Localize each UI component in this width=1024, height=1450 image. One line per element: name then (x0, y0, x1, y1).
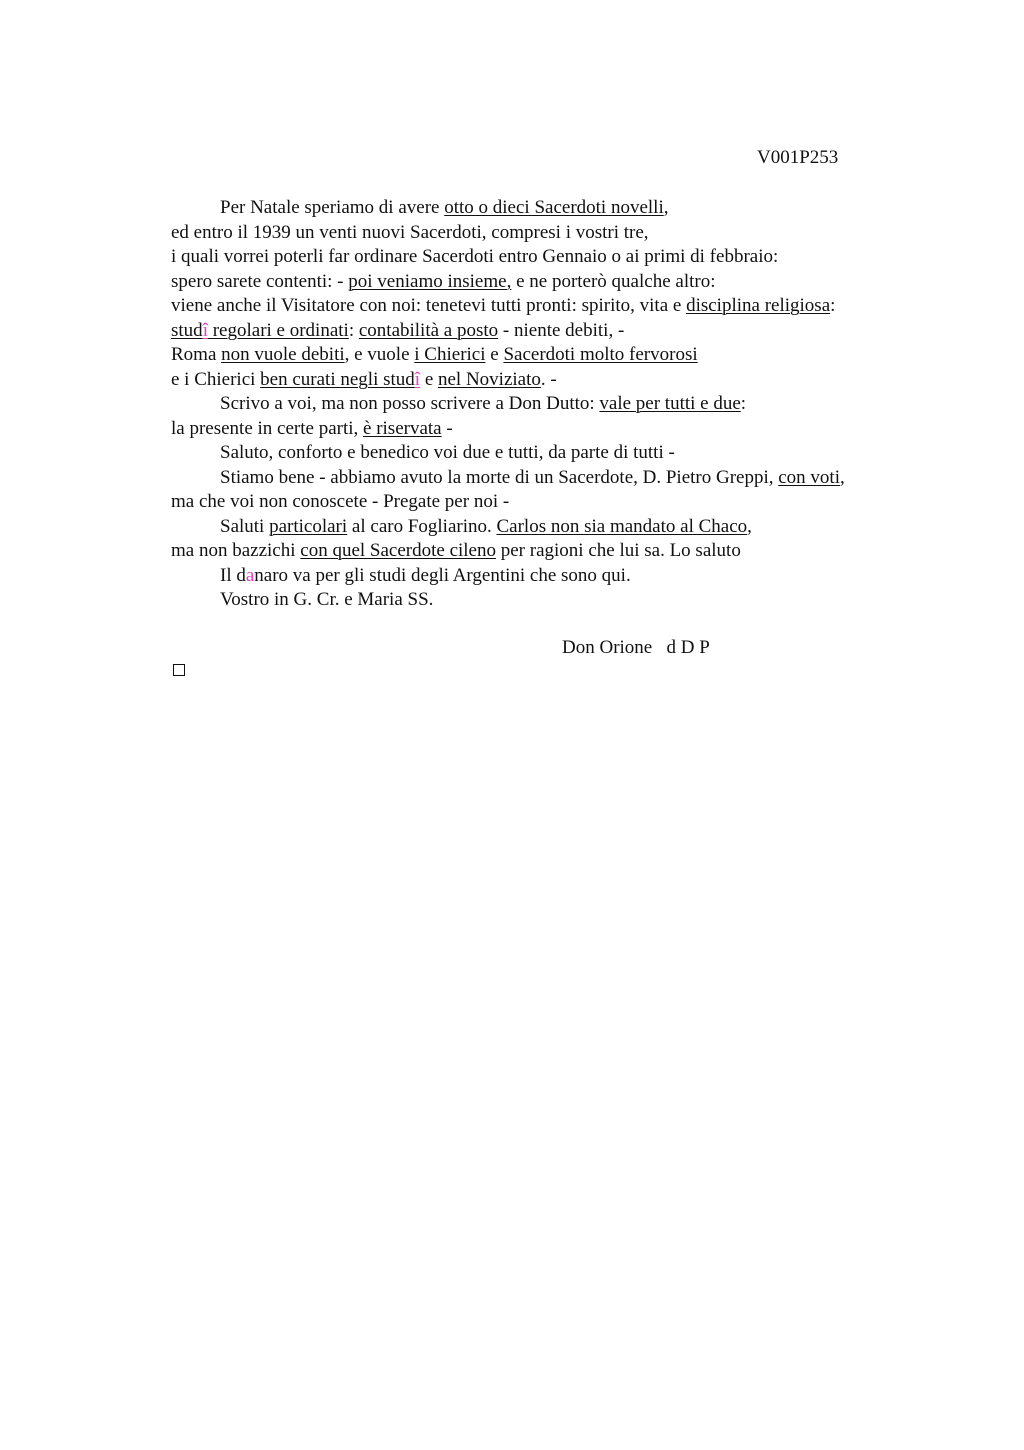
letter-body (171, 196, 931, 613)
text-segment: a (245, 564, 255, 586)
underlined-text: otto o dieci Sacerdoti novelli (444, 197, 664, 218)
text-segment: , (747, 515, 752, 537)
text-line (171, 319, 931, 344)
text-segment: Stiamo bene - abbiamo avuto la morte di un Sacerdote, D. Pietro Greppi, (220, 466, 779, 488)
text-line (171, 515, 931, 540)
text-line (171, 294, 931, 319)
text-line (171, 392, 931, 417)
text-segment: , (663, 197, 669, 218)
text-segment: spero sarete contenti: - (171, 270, 349, 292)
text-segment: e (485, 344, 504, 365)
text-segment: naro va per gli studi degli Argentini che sono qui. (254, 564, 631, 586)
text-segment: - niente debiti, - (498, 319, 625, 341)
text-line (171, 196, 931, 221)
underlined-text: con quel Sacerdote cileno (300, 540, 496, 561)
text-segment: Scrivo a voi, ma non posso scrivere a Don Dutto: (220, 393, 600, 414)
text-line (171, 343, 931, 368)
underlined-text: particolari (269, 515, 348, 537)
underlined-text: non vuole debiti (221, 344, 345, 365)
underlined-text: ben curati negli stud (260, 368, 415, 390)
underlined-text: vale per tutti e due (599, 393, 741, 414)
text-segment: , (840, 466, 845, 488)
text-segment: . - (540, 368, 557, 390)
underlined-text: stud (171, 319, 203, 341)
text-line (171, 417, 931, 442)
text-segment: la presente in certe parti, (171, 417, 364, 439)
text-segment: - (441, 417, 453, 439)
text-line (171, 466, 931, 491)
signature: Don Orione d D P (562, 637, 710, 658)
checkbox-square-icon (173, 664, 185, 676)
underlined-text: î (202, 319, 208, 341)
text-segment: Vostro in G. Cr. e Maria SS. (220, 589, 434, 610)
underlined-text: è riservata (363, 417, 442, 439)
underlined-text: regolari e ordinati (207, 319, 349, 341)
text-segment: Roma (171, 344, 222, 365)
text-line (171, 564, 931, 589)
underlined-text: Sacerdoti molto fervorosi (503, 344, 698, 365)
text-segment: : (348, 319, 359, 341)
text-segment: e ne porterò qualche altro: (511, 270, 716, 292)
text-segment: e (420, 368, 438, 390)
underlined-text: î (414, 368, 421, 390)
underlined-text: nel Noviziato (438, 368, 541, 390)
text-segment: e i Chierici (171, 368, 261, 390)
text-line (171, 245, 931, 270)
underlined-text: disciplina religiosa (686, 295, 831, 316)
underlined-text: contabilità a posto (358, 319, 499, 341)
text-segment: i quali vorrei poterli far ordinare Sacerdoti entro Gennaio o ai primi di febbraio: (171, 246, 779, 267)
text-segment: per ragioni che lui sa. Lo saluto (496, 540, 741, 561)
text-segment: viene anche il Visitatore con noi: tenetevi tutti pronti: spirito, vita e (171, 295, 687, 316)
text-segment: Saluti (220, 515, 270, 537)
text-line (171, 539, 931, 564)
text-segment: ma che voi non conoscete - Pregate per noi - (171, 491, 510, 512)
text-segment: : (740, 393, 747, 414)
text-line (171, 368, 931, 393)
text-segment: al caro Fogliarino. (347, 515, 497, 537)
text-segment: ed entro il 1939 un venti nuovi Sacerdoti, compresi i vostri tre, (171, 221, 649, 243)
text-segment: , e vuole (344, 344, 415, 365)
underlined-text: con voti (778, 466, 840, 488)
text-segment: Per Natale speriamo di avere (220, 197, 445, 218)
text-segment: Saluto, conforto e benedico voi due e tutti, da parte di tutti - (220, 442, 675, 463)
text-line (171, 270, 931, 295)
underlined-text: i Chierici (414, 344, 486, 365)
text-segment: : (830, 295, 836, 316)
text-segment: Il d (220, 564, 246, 586)
text-segment: ma non bazzichi (171, 540, 301, 561)
text-line (171, 588, 931, 613)
underlined-text: Carlos non sia mandato al Chaco (496, 515, 748, 537)
text-line (171, 441, 931, 466)
underlined-text: poi veniamo insieme, (348, 270, 512, 292)
page-id: V001P253 (757, 147, 839, 168)
text-line (171, 490, 931, 515)
text-line (171, 221, 931, 246)
